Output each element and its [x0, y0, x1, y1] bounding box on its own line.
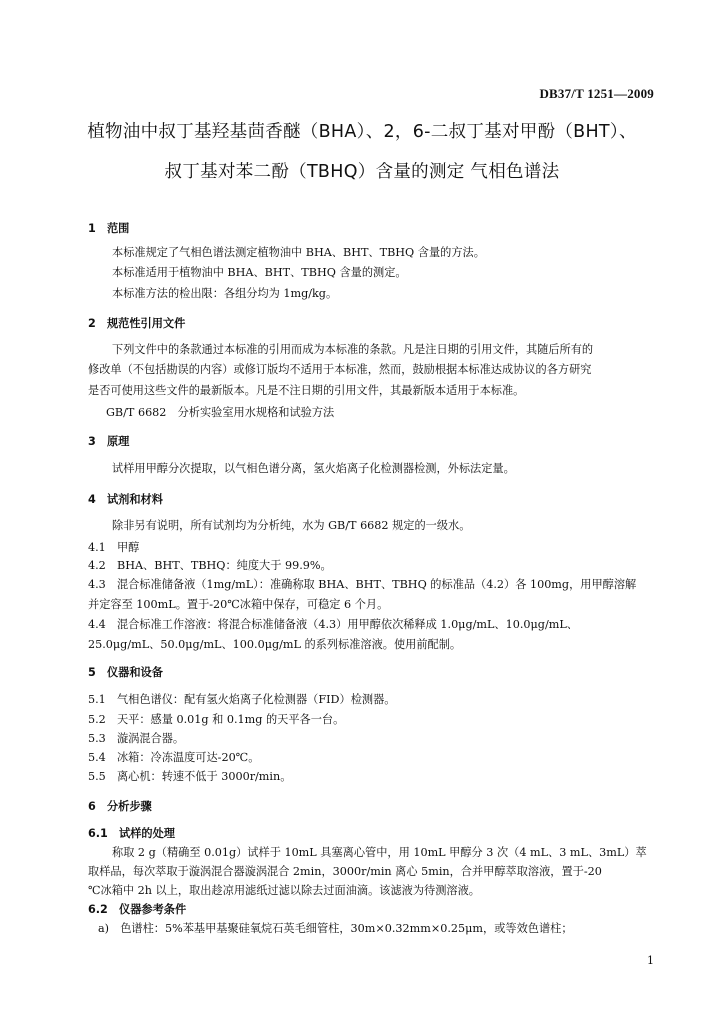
list-item: a) 色谱柱：5%苯基甲基聚硅氧烷石英毛细管柱，30m×0.32mm×0.25μm，或等效色谱柱； — [98, 922, 573, 935]
clause-line: 25.0μg/mL、50.0μg/mL、100.0μg/mL 的系列标准溶液。使用前配制。 — [88, 638, 462, 651]
clause-line: 4.1 甲醇 — [88, 541, 140, 554]
heading-reagents: 4 试剂和材料 — [88, 493, 163, 506]
subheading-sample-treatment: 6.1 试样的处理 — [88, 827, 175, 840]
heading-apparatus: 5 仪器和设备 — [88, 666, 163, 679]
clause-line: 5.2 天平：感量 0.01g 和 0.1mg 的天平各一台。 — [88, 713, 345, 726]
clause-line: 5.3 漩涡混合器。 — [88, 732, 185, 745]
heading-principle: 3 原理 — [88, 435, 130, 448]
clause-line: 4.2 BHA、BHT、TBHQ：纯度大于 99.9%。 — [88, 559, 332, 572]
subheading-instrument-conditions: 6.2 仪器参考条件 — [88, 903, 187, 916]
paragraph-line: 下列文件中的条款通过本标准的引用而成为本标准的条款。凡是注日期的引用文件，其随后所有的 — [112, 343, 594, 356]
clause-line: 5.5 离心机：转速不低于 3000r/min。 — [88, 770, 292, 783]
paragraph-line: 修改单（不包括勘误的内容）或修订版均不适用于本标准，然而，鼓励根据本标准达成协议的各方研究 — [88, 363, 592, 376]
heading-scope: 1 范围 — [88, 222, 130, 235]
standard-code: DB37/T 1251—2009 — [539, 86, 654, 101]
paragraph-line: ℃冰箱中 2h 以上，取出趁凉用滤纸过滤以除去过面油滴。该滤液为待测溶液。 — [88, 884, 480, 897]
reference-item: GB/T 6682 分析实验室用水规格和试验方法 — [106, 406, 335, 419]
clause-line: 4.4 混合标准工作溶液：将混合标准储备液（4.3）用甲醇依次稀释成 1.0μg/mL、10.0μg/mL、 — [88, 618, 578, 631]
heading-analysis-steps: 6 分析步骤 — [88, 800, 152, 813]
clause-line: 4.3 混合标准储备液（1mg/mL）：准确称取 BHA、BHT、TBHQ 的标准品（4.2）各 100mg，用甲醇溶解 — [88, 578, 637, 591]
clause-line: 5.1 气相色谱仪：配有氢火焰离子化检测器（FID）检测器。 — [88, 693, 396, 706]
clause-line: 5.4 冰箱：冷冻温度可达-20℃。 — [88, 751, 260, 764]
paragraph-line: 试样用甲醇分次提取，以气相色谱分离，氢火焰离子化检测器检测，外标法定量。 — [112, 462, 515, 475]
paragraph-line: 取样品，每次萃取于漩涡混合器漩涡混合 2min，3000r/min 离心 5min，合并甲醇萃取溶液，置于-20 — [88, 865, 602, 878]
paragraph-line: 本标准适用于植物油中 BHA、BHT、TBHQ 含量的测定。 — [112, 266, 407, 279]
document-title-line-1: 植物油中叔丁基羟基茴香醚（BHA）、2，6-二叔丁基对甲酚（BHT）、 — [87, 122, 637, 142]
paragraph-line: 称取 2 g（精确至 0.01g）试样于 10mL 具塞离心管中，用 10mL 甲醇分 3 次（4 mL、3 mL、3mL）萃 — [112, 846, 647, 859]
paragraph-line: 本标准方法的检出限：各组分均为 1mg/kg。 — [112, 287, 338, 300]
document-title-line-2: 叔丁基对苯二酚（TBHQ）含量的测定 气相色谱法 — [164, 162, 560, 182]
paragraph-line: 本标准规定了气相色谱法测定植物油中 BHA、BHT、TBHQ 含量的方法。 — [112, 246, 485, 259]
heading-normative-references: 2 规范性引用文件 — [88, 317, 186, 330]
clause-line: 并定容至 100mL。置于-20℃冰箱中保存，可稳定 6 个月。 — [88, 598, 389, 611]
paragraph-line: 是否可使用这些文件的最新版本。凡是不注日期的引用文件，其最新版本适用于本标准。 — [88, 384, 525, 397]
paragraph-line: 除非另有说明，所有试剂均为分析纯，水为 GB/T 6682 规定的一级水。 — [112, 519, 471, 532]
page-number: 1 — [647, 954, 654, 967]
